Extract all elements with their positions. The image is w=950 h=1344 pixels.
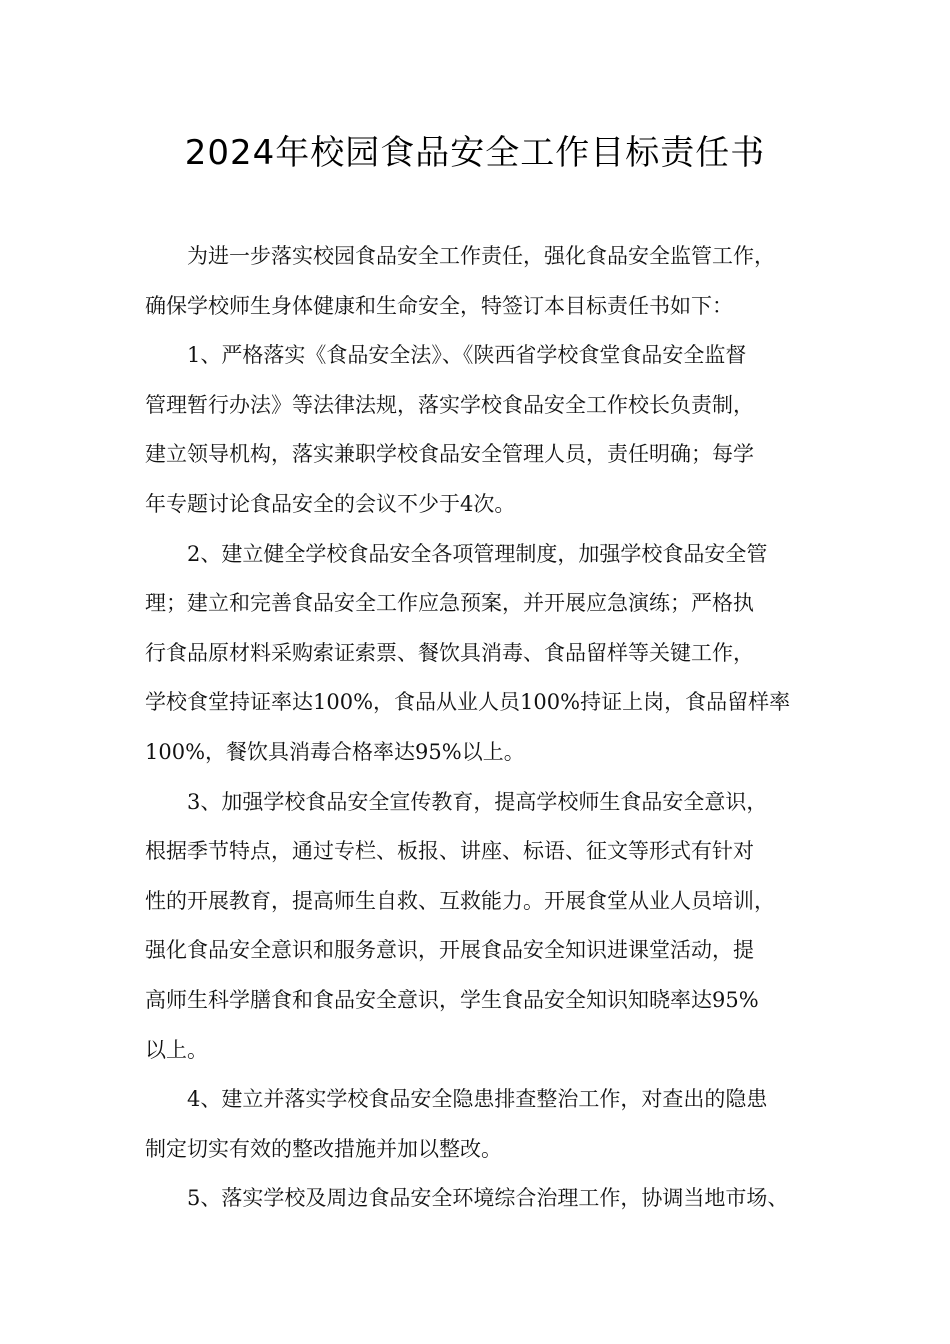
document-title: 2024年校园食品安全工作目标责任书 bbox=[184, 133, 766, 173]
paragraph-4-line-1: 4、建立并落实学校食品安全隐患排查整治工作，对查出的隐患 bbox=[187, 1087, 768, 1112]
paragraph-1-line-2: 管理暂行办法》等法律法规，落实学校食品安全工作校长负责制， bbox=[145, 392, 754, 417]
paragraph-2-line-2: 理；建立和完善食品安全工作应急预案，并开展应急演练；严格执 bbox=[145, 591, 754, 616]
paragraph-1-line-4: 年专题讨论食品安全的会议不少于4次。 bbox=[145, 491, 516, 516]
paragraph-3-line-4: 强化食品安全意识和服务意识，开展食品安全知识进课堂活动，提 bbox=[145, 938, 754, 963]
document-body bbox=[145, 232, 835, 1224]
paragraph-3-line-3: 性的开展教育，提高师生自救、互救能力。开展食堂从业人员培训， bbox=[145, 888, 775, 913]
paragraph-2-line-5: 100%，餐饮具消毒合格率达95%以上。 bbox=[145, 739, 525, 764]
paragraph-1-line-3: 建立领导机构，落实兼职学校食品安全管理人员，责任明确；每学 bbox=[145, 442, 754, 467]
paragraph-3-line-6: 以上。 bbox=[145, 1037, 208, 1062]
paragraph-intro-line-2: 确保学校师生身体健康和生命安全，特签订本目标责任书如下： bbox=[145, 293, 733, 318]
paragraph-4-line-2: 制定切实有效的整改措施并加以整改。 bbox=[145, 1136, 502, 1161]
paragraph-2-line-4: 学校食堂持证率达100%，食品从业人员100%持证上岗，食品留样率 bbox=[145, 690, 791, 715]
paragraph-3-line-5: 高师生科学膳食和食品安全意识，学生食品安全知识知晓率达95% bbox=[145, 987, 759, 1012]
paragraph-1-line-1: 1、严格落实《食品安全法》、《陕西省学校食堂食品安全监督 bbox=[187, 343, 747, 368]
paragraph-2-line-1: 2、建立健全学校食品安全各项管理制度，加强学校食品安全管 bbox=[187, 541, 768, 566]
paragraph-5-line-1: 5、落实学校及周边食品安全环境综合治理工作，协调当地市场、 bbox=[187, 1186, 789, 1211]
paragraph-3-line-2: 根据季节特点，通过专栏、板报、讲座、标语、征文等形式有针对 bbox=[145, 839, 754, 864]
paragraph-intro-line-1: 为进一步落实校园食品安全工作责任，强化食品安全监管工作， bbox=[187, 244, 775, 268]
paragraph-3-line-1: 3、加强学校食品安全宣传教育，提高学校师生食品安全意识， bbox=[187, 789, 768, 814]
paragraph-2-line-3: 行食品原材料采购索证索票、餐饮具消毒、食品留样等关键工作， bbox=[145, 640, 754, 665]
